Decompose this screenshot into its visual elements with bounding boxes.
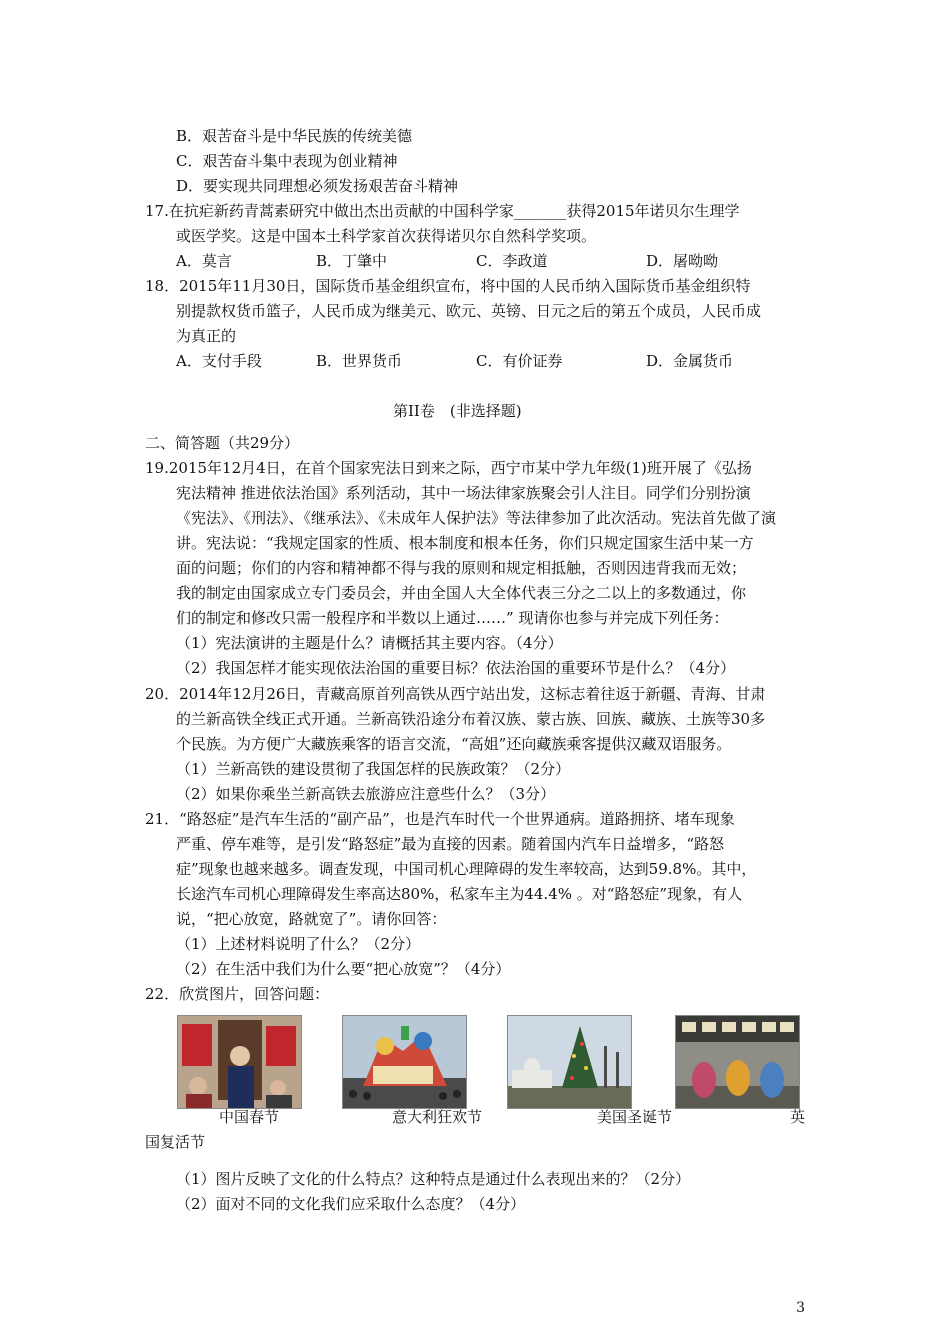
q18-option-a: A．支付手段 — [176, 352, 262, 370]
q19-subquestion-1: （1）宪法演讲的主题是什么？请概括其主要内容。（4分） — [176, 634, 563, 652]
q21-stem-line: 21．“路怒症”是汽车生活的“副产品”，也是汽车时代一个世界通病。道路拥挤、堵车现象 — [145, 810, 735, 828]
q17-option-a: A．莫言 — [176, 252, 232, 270]
q20-stem-line: 20．2014年12月26日，青藏高原首列高铁从西宁站出发，这标志着往返于新疆、青海、甘肃 — [145, 685, 766, 703]
photo-spring-festival — [177, 1015, 302, 1109]
q18-option-d: D．金属货币 — [646, 352, 734, 370]
q19-stem-line: 19.2015年12月4日，在首个国家宪法日到来之际，西宁市某中学九年级(1)班开展了《弘扬 — [145, 459, 752, 477]
q17-option-d: D．屠呦呦 — [646, 252, 719, 270]
caption-italian-carnival: 意大利狂欢节 — [392, 1108, 483, 1126]
q18-stem-line3: 为真正的 — [176, 327, 237, 345]
q17-stem-line1: 17.在抗疟新药青蒿素研究中做出杰出贡献的中国科学家_______获得2015年诺贝尔生理学 — [145, 202, 740, 220]
q18-stem-line2: 别提款权货币篮子，人民币成为继美元、欧元、英镑、日元之后的第五个成员，人民币成 — [176, 302, 762, 320]
caption-us-christmas: 美国圣诞节 — [597, 1108, 673, 1126]
photo-uk-easter — [675, 1015, 800, 1109]
q17-stem-line2: 或医学奖。这是中国本土科学家首次获得诺贝尔自然科学奖项。 — [176, 227, 597, 245]
q18-option-b: B．世界货币 — [316, 352, 403, 370]
part2-title: 二、简答题（共29分） — [145, 434, 300, 452]
q22-title: 22．欣赏图片，回答问题： — [145, 985, 330, 1003]
q19-stem-line: 讲。宪法说：“我规定国家的性质、根本制度和根本任务，你们只规定国家生活中某一方 — [176, 534, 754, 552]
caption-uk-easter-part1: 英 — [790, 1108, 806, 1126]
q17-option-c: C．李政道 — [476, 252, 548, 270]
q19-subquestion-2: （2）我国怎样才能实现依法治国的重要目标？依法治国的重要环节是什么？（4分） — [176, 659, 736, 677]
q21-subquestion-1: （1）上述材料说明了什么？（2分） — [176, 935, 421, 953]
q21-stem-line: 长途汽车司机心理障碍发生率高达80%，私家车主为44.4% 。对“路怒症”现象，有人 — [176, 885, 743, 903]
q21-stem-line: 症”现象也越来越多。调查发现，中国司机心理障碍的发生率较高，达到59.8%。其中， — [176, 860, 757, 878]
q19-stem-line: 面的问题；你们的内容和精神都不得与我的原则和规定相抵触，否则因违背我而无效； — [176, 559, 747, 577]
q16-option-c: C．艰苦奋斗集中表现为创业精神 — [176, 152, 398, 170]
q17-option-b: B．丁肇中 — [316, 252, 388, 270]
q16-option-b: B．艰苦奋斗是中华民族的传统美德 — [176, 127, 413, 145]
q20-stem-line: 个民族。为方便广大藏族乘客的语言交流，“高姐”还向藏族乘客提供汉藏双语服务。 — [176, 735, 732, 753]
q20-stem-line: 的兰新高铁全线正式开通。兰新高铁沿途分布着汉族、蒙古族、回族、藏族、土族等30多 — [176, 710, 766, 728]
q22-subquestion-1: （1）图片反映了文化的什么特点？这种特点是通过什么表现出来的？（2分） — [176, 1170, 691, 1188]
q21-subquestion-2: （2）在生活中我们为什么要“把心放宽”？（4分） — [176, 960, 511, 978]
caption-spring-festival: 中国春节 — [219, 1108, 280, 1126]
section-title: 第II卷 (非选择题) — [393, 402, 522, 420]
photo-us-christmas — [507, 1015, 632, 1109]
q21-stem-line: 严重、停车难等，是引发“路怒症”最为直接的因素。随着国内汽车日益增多，“路怒 — [176, 835, 725, 853]
q19-stem-line: 们的制定和修改只需一般程序和半数以上通过……” 现请你也参与并完成下列任务： — [176, 609, 729, 627]
q20-subquestion-2: （2）如果你乘坐兰新高铁去旅游应注意些什么？（3分） — [176, 785, 556, 803]
q19-stem-line: 我的制定由国家成立专门委员会，并由全国人大全体代表三分之二以上的多数通过，你 — [176, 584, 747, 602]
q18-stem-line1: 18．2015年11月30日，国际货币基金组织宣布，将中国的人民币纳入国际货币基金组织特 — [145, 277, 751, 295]
photo-italian-carnival — [342, 1015, 467, 1109]
q18-option-c: C．有价证券 — [476, 352, 563, 370]
page-number: 3 — [796, 1300, 805, 1316]
q20-subquestion-1: （1）兰新高铁的建设贯彻了我国怎样的民族政策？（2分） — [176, 760, 571, 778]
q22-subquestion-2: （2）面对不同的文化我们应采取什么态度？（4分） — [176, 1195, 526, 1213]
q19-stem-line: 宪法精神 推进依法治国》系列活动，其中一场法律家族聚会引人注目。同学们分别扮演 — [176, 484, 751, 502]
q16-option-d: D．要实现共同理想必须发扬艰苦奋斗精神 — [176, 177, 459, 195]
q21-stem-line: 说，“把心放宽，路就宽了”。请你回答： — [176, 910, 447, 928]
q19-stem-line: 《宪法》、《刑法》、《继承法》、《未成年人保护法》等法律参加了此次活动。宪法首先做了演 — [176, 509, 777, 527]
caption-uk-easter-part2: 国复活节 — [145, 1133, 206, 1151]
